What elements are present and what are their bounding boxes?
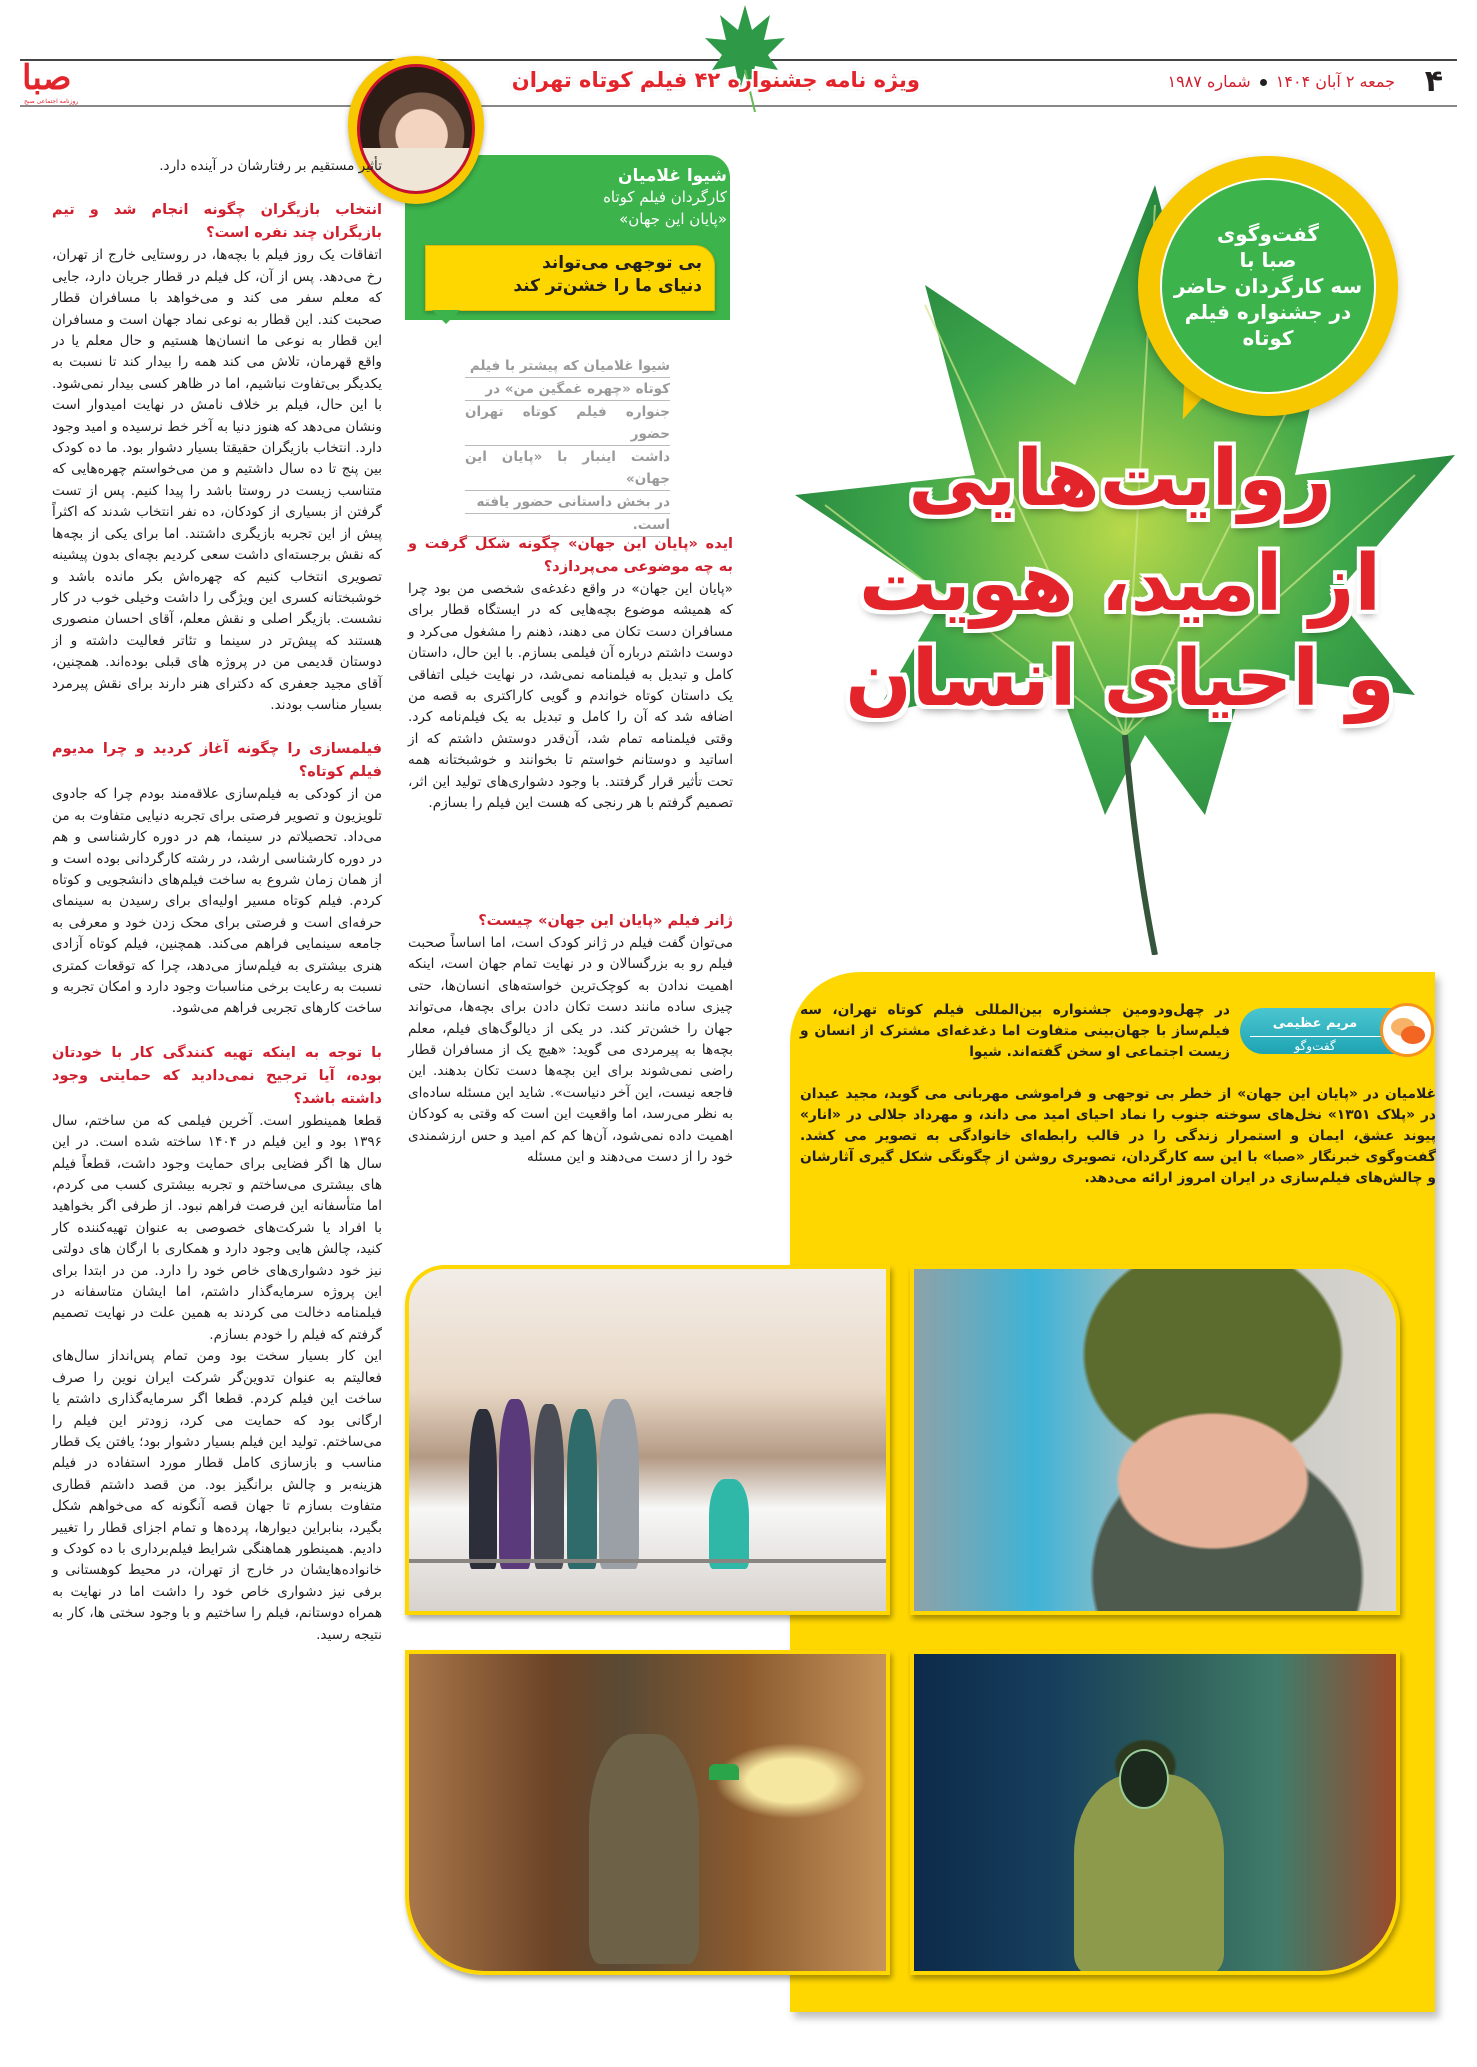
bubble-line: کوتاه <box>1242 326 1294 350</box>
article-column-middle-2 <box>408 910 733 1168</box>
author-section-tag: گفت‌وگو <box>1294 1039 1336 1053</box>
author-pill <box>1240 1008 1400 1054</box>
answer-paragraph: این کار بسیار سخت بود ومن تمام پس‌انداز سال‌های فعالیتم به عنوان تدوین‌گر شرکت ایران نوین را صرف ساخت این فیلم کردم. قطعا اگر سرمایه‌گذاری داشتم یا ارگانی بود که حمایت می کرد، زودتر این فیلم را می‌ساختم. تولید این فیلم بسیار دشوار بود؛ یافتن یک قطار مناسب و بازسازی کامل قطار مورد استفاده در فیلم هزینه‌بر و چالش برانگیز بود. من قصد داشتم قطاری متفاوت بسازم تا جهان قصه آنگونه که می‌خواهم شکل بگیرد، بنابراین دیوارها، پرده‌ها و تمام اجزای قطار را تغییر دادیم. همینطور هماهنگی شرایط فیلم‌برداری با ده کودک و خانواده‌هایشان در خارج از تهران، در محیط کوهستانی و برفی نیز دشواری خاص خود را داشت اما در نهایت به همراه دوستانم، فیلم را ساختیم و با وجود سختی ها، کار به نتیجه رسید. <box>52 1348 382 1643</box>
photo-old-man-train <box>405 1650 890 1975</box>
headline-line-2: از امید، هویت <box>858 539 1382 629</box>
quote-tail <box>432 310 460 324</box>
question-heading: انتخاب بازیگران چگونه انجام شد و تیم بازیگران چند نفره است؟ <box>52 202 382 242</box>
bubble-line: سه کارگردان حاضر <box>1173 274 1363 298</box>
author-badge <box>1240 1003 1440 1057</box>
lead-line: شیوا غلامیان که پیشتر با فیلم <box>465 355 670 378</box>
profile-film: «پایان این جهان» <box>619 210 727 228</box>
question-heading: ایده «پایان این جهان» چگونه شکل گرفت و به چه موضوعی می‌پردازد؟ <box>408 536 733 575</box>
author-name: مریم عظیمی <box>1272 1016 1358 1031</box>
article-column-left <box>52 156 382 1646</box>
headline-line-1: روایت‌هایی <box>908 434 1332 524</box>
answer-continuation: تأثیر مستقیم بر رفتارشان در آینده دارد. <box>159 158 382 174</box>
lead-line: در بخش داستانی حضور یافته <box>465 491 670 514</box>
bubble-line: گفت‌وگوی <box>1216 222 1320 246</box>
profile-role: کارگردان فیلم کوتاه <box>603 188 727 206</box>
question-heading: ژانر فیلم «پایان این جهان» چیست؟ <box>478 913 733 929</box>
lead-paragraph <box>465 355 670 537</box>
photo-masked-man-train <box>910 1650 1400 1975</box>
lead-line: کوتاه «چهره غمگین من» در <box>465 378 670 401</box>
maple-leaf-icon <box>700 0 790 115</box>
pull-quote <box>425 245 715 311</box>
photo-boy-green-beanie <box>910 1265 1400 1615</box>
photo-children-railway <box>405 1265 890 1615</box>
answer-paragraph: من از کودکی به فیلم‌سازی علاقه‌مند بودم چرا که جادوی تلویزیون و تصویر فرصتی برای تجربه دنیایی متفاوت به من می‌داد. تحصیلاتم در سینما، هم در دوره کارشناسی و هم در دوره کارشناسی ارشد، در رشته کارگردانی بوده است و از همان زمان شروع به ساخت فیلم‌های دانشجویی و کوتاه کردم. فیلم کوتاه مسیر اولیه‌ای برای رسیدن به سینمای حرفه‌ای است و فرصتی برای محک زدن خود و معرفی به جامعه سینمایی فراهم می‌کند. همچنین، فیلم کوتاه آزادی هنری بیشتری به فیلم‌ساز می‌دهد، چرا که توقعات کمتری نسبت به رعایت برخی مناسبات وجود دارد و امکان تجربه و ساخت کارهای تجربی فراهم می‌شود. <box>51 786 382 1017</box>
interview-bubble <box>1138 156 1398 416</box>
answer-paragraph: می‌توان گفت فیلم در ژانر کودک است، اما اساساً صحبت فیلم رو به بزرگسالان و در نهایت تمام جهان است، اینکه اهمیت ندادن به کوچک‌ترین خواسته‌های انسان‌ها، حتی چیزی ساده مانند دست تکان دادن برای بچه‌ها، می‌تواند جهان را خشن‌تر کند. در یکی از دیالوگ‌های فیلم، معلم بچه‌ها به پیرمردی می گوید: «هیچ یک از مسافران قطار راضی نمی‌شوند برای این بچه‌ها دست تکان بدهند. این فاجعه نیست، این آخر دنیاست». شاید این مسئله ساده‌ای به نظر می‌رسد، اما واقعیت این است که وقتی به کودکان اهمیت داده نمی‌شود، آن‌ها کم کم امید و حس ارزشمندی خود را از دست می‌دهند و این مسئله <box>408 935 733 1166</box>
lead-line: است. <box>465 514 670 537</box>
pull-quote-line: دنیای ما را خشن‌تر کند <box>513 275 702 296</box>
bullet-dot-icon <box>1260 79 1267 86</box>
special-edition-title: ویژه نامه جشنواره ۴۲ فیلم کوتاه تهران <box>511 68 920 92</box>
question-heading: با توجه به اینکه تهیه کنندگی کار با خودتان بوده، آیا ترجیح نمی‌دادید که حمایتی وجود داشته باشد؟ <box>52 1044 382 1107</box>
answer-paragraph: قطعا همینطور است. آخرین فیلمی که من ساختم، سال ۱۳۹۶ بود و این فیلم در ۱۴۰۴ ساخته شده است. در این سال ها اگر فضایی برای حمایت وجود داشت، قطعاً فیلم های بیشتری می‌ساختم و تجربه بیشتری کسب می کردم، اما متأسفانه این فرصت فراهم نبود. از طرفی اگر بخواهید با افراد یا شرکت‌های خصوصی به عنوان تهیه‌کننده کار کنید، چالش هایی وجود دارد و همکاری با ارگان های دولتی نیز خود دشواری‌های خاص خود را دارد. من در ابتدا برای این پروژه سرمایه‌گذار داشتم، اما ایشان متاسفانه در فیلمنامه دخالت می کردند به همین علت در نهایت تصمیم گرفتم که فیلم را خودم بسازم. <box>52 1112 382 1343</box>
intro-text-part1: در چهل‌ودومین جشنواره بین‌المللی فیلم کوتاه تهران، سه فیلم‌ساز با جهان‌بینی متفاوت اما دغدغه‌ای مشترک از انسان و زیست اجتماعی او سخن گفته‌اند. شیوا <box>800 1002 1230 1060</box>
answer-paragraph: اتفاقات یک روز فیلم با بچه‌ها، در روستایی خارج از تهران، رخ می‌دهد. پس از آن، کل فیلم در قطار جریان دارد، جایی که معلم سفر می کند و می‌خواهد با مسافران قطار صحبت کند. این قطار به نوعی نماد جهان است و مسافران این قطار به نوعی ما انسان‌ها هستیم و حال معلم یا در واقع قهرمان، تلاش می کند همه را بیدار کند تا نسبت به یکدیگر بی‌تفاوت نباشیم، اما در ظاهر کسی بیدار نمی‌شود. با این حال، فیلم بر خلاف نامش در نهایت امیدوار است ونشان می‌دهد که هنوز دنیا به آخر خط نرسیده و امید وجود دارد. انتخاب بازیگران حقیقتا بسیار دشوار بود. ما ده کودک بین پنج تا ده سال داشتیم و من می‌خواستم چهره‌هایی که متناسب زیست در روستا باشد را پیدا کنیم. پس از تست گرفتن از بسیاری از کودکان، ده نفر انتخاب شدند که اکثراً پیش از این تجربه بازیگری داشتند. اما برای یکی از بچه‌ها که نقش برجسته‌ای داشت سعی کردیم بچه‌ای بدون پیشینه تصویری انتخاب کنیم که چهره‌اش بکر مانده باشد و خوشبختانه کسری این ویژگی را داشت وخیلی خوب در کار نشست. بازیگر اصلی و نقش معلم، آقای احسان منصوری هستند که پیش‌تر در سینما و تئاتر فعالیت داشته و از دوستان قدیمی من در پروژه های قبلی بوده‌اند. همچنین، آقای مجید جعفری که دکترای هنر دارند برای نقش پیرمرد بسیار مناسب بودند. <box>52 247 382 713</box>
profile-name: شیوا غلامیان <box>618 166 727 186</box>
bubble-line: صبا با <box>1239 248 1297 272</box>
headline-line-3: و احیای انسان <box>845 634 1395 724</box>
answer-paragraph: «پایان این جهان» در واقع دغدغه‌ی شخصی من بود چرا که همیشه موضوع بچه‌هایی که در ایستگاه قطار برای مسافران دست تکان می دهند، ذهنم را مشغول می‌کرد و دوست داشتم درباره آن فیلمی بسازم. با این حال، داستان کامل و تبدیل به فیلمنامه نمی‌شد، در نهایت خیلی اتفاقی یک داستان کوتاه خواندم و گویی کاراکتری به قصه من اضافه شد که آن را کامل و تبدیل به یک فیلم‌نامه کرد. وقتی فیلمنامه تمام شد، آن‌قدر دوستش داشتم که از اساتید و دوستانم خواستم تا بخوانند و خوشبختانه همه تحت تأثیر قرار گرفتند. با وجود دشواری‌های تولید این اثر، تصمیم گرفتم با هر رنجی که هست این فیلم را بسازم. <box>408 581 733 812</box>
intro-text-part2: غلامیان در «پایان این جهان» از خطر بی توجهی و فراموشی مهربانی می گوید، مجید عیدان در «پلاک ۱۳۵۱» نخل‌های سوخته جنوب را نماد احیای امید می داند، و مهرداد جلالی در «انار» پیوند عشق، ایمان و استمرار زندگی را در قالب رابطه‌ای خانوادگی به تصویر می کشد. گفت‌وگوی خبرنگار «صبا» با این سه کارگردان، تصویری روشن از چگونگی شکل گیری آثارشان و چالش‌های فیلم‌سازی در ایران امروز ارائه می‌دهد. <box>800 1086 1437 1186</box>
page-number: ۴ <box>1424 64 1443 99</box>
lead-line: داشت اینبار با «پایان این جهان» <box>465 446 670 491</box>
issue-number: شماره ۱۹۸۷ <box>1167 72 1251 91</box>
pull-quote-line: بی توجهی می‌تواند <box>542 253 702 273</box>
bubble-text <box>1160 178 1376 394</box>
author-divider <box>1250 1036 1390 1037</box>
issue-info <box>1168 72 1396 91</box>
lead-line: جنواره فیلم کوتاه تهران حضور <box>465 401 670 446</box>
article-column-middle <box>408 533 733 814</box>
bubble-line: در جشنواره فیلم <box>1184 300 1352 324</box>
logo-tagline: روزنامه اجتماعی صبح <box>24 98 79 105</box>
question-heading: فیلمسازی را چگونه آغاز کردید و چرا مدیوم فیلم کوتاه؟ <box>52 741 382 781</box>
issue-date: جمعه ۲ آبان ۱۴۰۴ <box>1275 72 1395 91</box>
newspaper-logo[interactable]: صبا <box>22 58 72 98</box>
chat-bubbles-icon <box>1380 1003 1434 1057</box>
